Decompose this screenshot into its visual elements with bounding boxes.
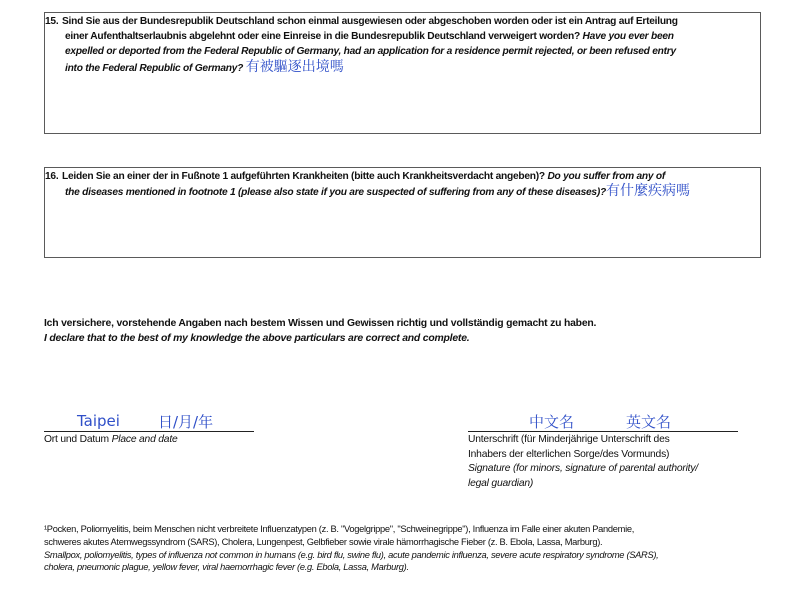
question-15-text	[45, 13, 760, 76]
place-date-label	[44, 433, 178, 448]
question-15-number: 15.	[45, 16, 59, 27]
declaration-german: Ich versichere, vorstehende Angaben nach bestem Wissen und Gewissen richtig und vollständig gemacht zu haben.	[44, 318, 597, 329]
handwritten-english-name: 英文名	[626, 413, 672, 431]
question-16-english-line-1: Do you suffer from any of	[547, 171, 665, 182]
question-16-text	[45, 168, 760, 200]
question-16-german: Leiden Sie an einer der in Fußnote 1 aufgeführten Krankheiten (bitte auch Krankheitsverdacht angeben)?	[62, 171, 545, 182]
place-date-label-german: Ort und Datum	[44, 434, 109, 445]
question-16-line-2	[45, 184, 760, 200]
signature-label	[468, 433, 698, 491]
question-15-german-line-1: Sind Sie aus der Bundesrepublik Deutschland schon einmal ausgewiesen oder abgeschoben worden oder ist ein Antrag auf Erteilung	[62, 16, 678, 27]
question-15-line-4	[45, 60, 760, 76]
signature-label-german-2: Inhabers der elterlichen Sorge/des Vormunds)	[468, 448, 670, 460]
signature-label-german-1: Unterschrift (für Minderjährige Unterschrift des	[468, 434, 670, 445]
handwritten-place: Taipei	[77, 412, 120, 430]
declaration	[44, 316, 596, 346]
handwritten-date: 日/月/年	[158, 413, 214, 431]
question-15-box	[44, 12, 761, 134]
question-16-box	[44, 167, 761, 258]
declaration-english: I declare that to the best of my knowledge the above particulars are correct and complete.	[44, 333, 470, 344]
question-16-english-line-2: the diseases mentioned in footnote 1 (please also state if you are suspected of suffering from any of these diseases)?	[65, 187, 606, 199]
footnote-english-1: Smallpox, poliomyelitis, types of influenza not common in humans (e.g. bird flu, swine flu), acute pandemic influenza, severe acute respiratory syndrome (SARS),	[44, 549, 659, 560]
footnote-german-2: schweres akutes Atemwegssyndrom (SARS), Cholera, Lungenpest, Gelbfieber sowie virale hämorrhagische Fieber (z. B. Ebola, Lassa, Marburg).	[44, 536, 603, 547]
signature-line	[468, 431, 738, 432]
question-15-german-line-2: einer Aufenthaltserlaubnis abgelehnt oder eine Einreise in die Bundesrepublik Deutschland verweigert worden?	[65, 31, 580, 43]
question-15-english-line-2: expelled or deported from the Federal Republic of Germany, had an application for a residence permit rejected, or been refused entry	[65, 46, 676, 58]
footnote	[44, 523, 769, 574]
question-16-number: 16.	[45, 171, 59, 182]
question-15-handwritten-note: 有被驅逐出境嗎	[245, 58, 344, 75]
footnote-german-1: ¹Pocken, Poliomyelitis, beim Menschen nicht verbreitete Influenzatypen (z. B. "Vogelgrippe", "Schweinegrippe"), Influenza im Falle einer akuten Pandemie,	[44, 524, 635, 534]
question-16-handwritten-note: 有什麼疾病嗎	[605, 183, 690, 200]
handwritten-chinese-name: 中文名	[529, 413, 575, 431]
signature-label-english-1: Signature (for minors, signature of parental authority/	[468, 463, 698, 475]
footnote-english-2: cholera, pneumonic plague, yellow fever, viral haemorrhagic fever (e.g. Ebola, Lassa, Marburg).	[44, 562, 409, 573]
question-15-line-2	[45, 29, 760, 44]
place-date-label-english: Place and date	[111, 434, 178, 445]
question-15-english-line-3: into the Federal Republic of Germany?	[65, 62, 244, 74]
signature-label-english-2: legal guardian)	[468, 477, 534, 489]
place-date-line	[44, 431, 254, 432]
question-15-english-line-1: Have you ever been	[582, 31, 674, 43]
